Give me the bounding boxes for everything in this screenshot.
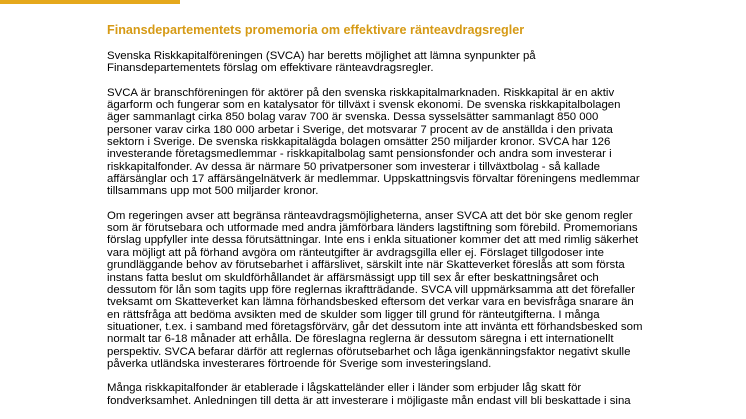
text-line: Om regeringen avser att begränsa ränteavdragsmöjligheterna, anser SVCA att det bör ske genom regler (107, 209, 633, 222)
text-line: vara möjligt att på förhand avgöra om ränteutgifter är avdragsgilla eller ej. Förslaget tillgodoser inte (107, 246, 605, 259)
text-line: affärsänglar och 17 affärsängelnätverk är medlemmar. Uppskattningsvis förvaltar föreningens medlemmar (107, 173, 640, 186)
paragraph (107, 210, 727, 370)
text-line: tveksamt om Skatteverket kan lämna förhandsbesked eftersom det verkar vara en bevisfråga snarare än (107, 296, 634, 309)
paragraph (107, 50, 727, 75)
paragraph (107, 87, 727, 198)
text-line: som är förutsebara och utformade med andra jämförbara länders lagstiftning som förebild. Promemorians (107, 222, 638, 235)
text-line: Finansdepartementets förslag om effektivare ränteavdragsregler. (107, 62, 434, 75)
text-line: förslag uppfyller inte dessa förutsättningar. Inte ens i enkla situationer kommer det att med rimlig säkerhet (107, 234, 639, 247)
document-title: Finansdepartementets promemoria om effektivare ränteavdragsregler (107, 23, 525, 37)
text-line: riskkapitalfonder. Av dessa är närmare 50 privatpersoner som investerar i tillväxtbolag - så kallade (107, 160, 600, 173)
text-line: instans fatta beslut om skuldförhållandet är affärsmässigt upp till sex år efter beskattningsåret och (107, 271, 599, 284)
text-line: fondverksamhet. Anledningen till detta är att investerare i möjligaste mån endast vill bli beskattade i sina (107, 394, 631, 407)
text-line: Svenska Riskkapitalföreningen (SVCA) har beretts möjlighet att lämna synpunkter på (107, 50, 536, 62)
paragraphs-container (107, 50, 727, 407)
text-line: perspektiv. SVCA befarar därför att reglernas oförutsebarhet och låga igenkänningsfaktor negativt skulle (107, 345, 631, 358)
text-line: sektorn i Sverige. De svenska riskkapitalägda bolagen omsätter 250 miljarder kronor. SVCA har 126 (107, 136, 611, 149)
text-line: ägarform och fungerar som en katalysator för tillväxt i svensk ekonomi. De svenska riskkapitalbolagen (107, 99, 621, 112)
text-line: SVCA är branschföreningen för aktörer på den svenska riskkapitalmarknaden. Riskkapital är en aktiv (107, 86, 615, 99)
text-line: äger sammanlagt cirka 850 bolag varav 700 är svenska. Dessa sysselsätter sammanlagt 850 000 (107, 111, 599, 124)
text-line: tillsammans upp mot 500 miljarder kronor. (107, 185, 319, 198)
text-line: grundläggande behov av förutsebarhet i affärslivet, särskilt inte när Skatteverket föreslås att som första (107, 259, 625, 272)
text-line: normalt tar 6-18 månader att erhålla. De föreslagna reglerna är dessutom säregna i ett internationellt (107, 333, 614, 346)
text-line: personer varav cirka 180 000 arbetar i Sverige, det motsvarar 7 procent av de anställda i den privata (107, 123, 613, 136)
text-line: påverka utländska investerares förtroende för Sverige som investeringsland. (107, 357, 492, 370)
text-line: dessutom för lån som tagits upp före reglernas ikraftträdande. SVCA vill uppmärksamma att det förefaller (107, 283, 636, 296)
text-line: investerande företagsmedlemmar - riskkapitalbolag samt pensionsfonder och andra som investerar i (107, 148, 612, 161)
paragraph (107, 382, 727, 407)
text-line: Många riskkapitalfonder är etablerade i lågskatteländer eller i länder som erbjuder låg skatt för (107, 382, 582, 395)
header-accent-bar (0, 0, 180, 4)
text-line: situationer, t.ex. i samband med företagsförvärv, går det dessutom inte att invänta ett förhandsbesked som (107, 320, 643, 333)
text-line: en rättsfråga att bedöma avsikten med de skulder som ligger till grund för ränteutgifterna. I många (107, 308, 600, 321)
document-body (107, 22, 727, 419)
